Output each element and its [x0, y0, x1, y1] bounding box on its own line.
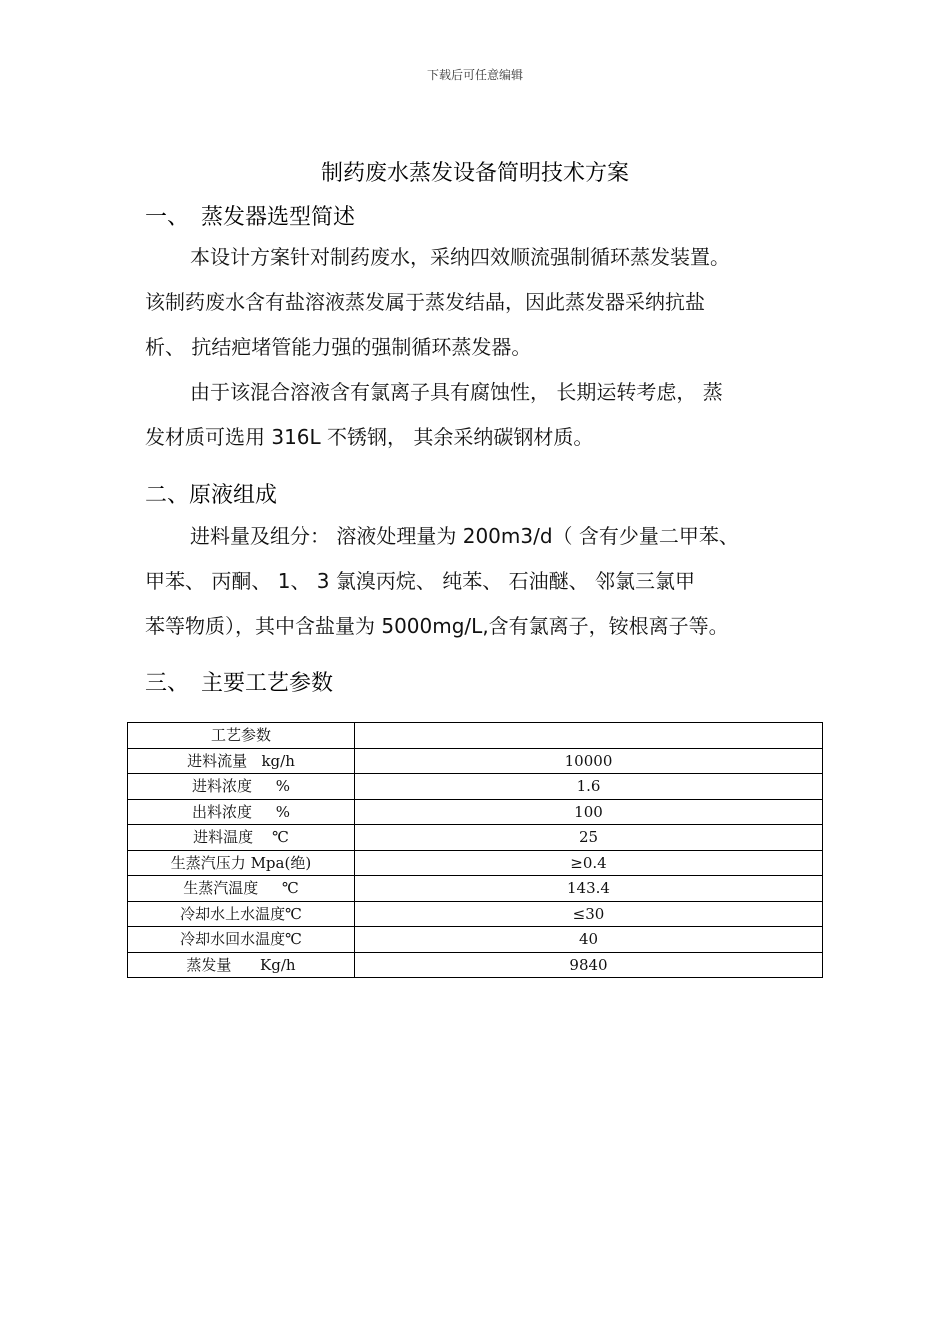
- parameter-name: 蒸发量 Kg/h: [128, 952, 355, 978]
- section-1-heading: [145, 200, 355, 231]
- table-row: [128, 901, 823, 927]
- parameter-value: 100: [355, 799, 823, 825]
- parameter-name: 进料温度 ℃: [128, 825, 355, 851]
- section-1-paragraph-1: [145, 235, 825, 370]
- parameter-name: 生蒸汽压力 Mpa(绝): [128, 850, 355, 876]
- table-row: [128, 825, 823, 851]
- section-2-paragraph: [145, 514, 825, 649]
- section-3-number: 三、: [145, 671, 190, 696]
- parameter-value: 143.4: [355, 876, 823, 902]
- paragraph-line: 甲苯、 丙酮、 1、 3 氯溴丙烷、 纯苯、 石油醚、 邻氯三氯甲: [145, 569, 695, 593]
- paragraph-line: 发材质可选用 316L 不锈钢， 其余采纳碳钢材质。: [145, 425, 594, 449]
- paragraph-line: 本设计方案针对制药废水，采纳四效顺流强制循环蒸发装置。: [190, 245, 730, 269]
- section-3-title: 主要工艺参数: [201, 671, 334, 696]
- table-row: [128, 876, 823, 902]
- paragraph-line: 进料量及组分： 溶液处理量为 200m3/d（ 含有少量二甲苯、: [190, 524, 739, 548]
- table-row: [128, 952, 823, 978]
- paragraph-line: 该制药废水含有盐溶液蒸发属于蒸发结晶，因此蒸发器采纳抗盐: [145, 290, 705, 314]
- table-row: [128, 850, 823, 876]
- table-row: [128, 927, 823, 953]
- table-header-row: [128, 723, 823, 749]
- parameter-value: 40: [355, 927, 823, 953]
- parameter-name: 出料浓度 %: [128, 799, 355, 825]
- parameter-name: 进料流量 kg/h: [128, 748, 355, 774]
- paragraph-line: 由于该混合溶液含有氯离子具有腐蚀性， 长期运转考虑， 蒸: [190, 380, 723, 404]
- parameter-name: 进料浓度 %: [128, 774, 355, 800]
- section-2-heading: 二、原液组成: [145, 483, 278, 508]
- parameter-name: 冷却水回水温度℃: [128, 927, 355, 953]
- parameter-name: 冷却水上水温度℃: [128, 901, 355, 927]
- section-1-title: 蒸发器选型简述: [201, 205, 356, 230]
- paragraph-line: 苯等物质），其中含盐量为 5000mg/L,含有氯离子，铵根离子等。: [145, 614, 729, 638]
- parameter-value: 10000: [355, 748, 823, 774]
- table-row: [128, 748, 823, 774]
- table-row: [128, 799, 823, 825]
- section-3-heading: [145, 666, 333, 697]
- section-1-number: 一、: [145, 205, 190, 230]
- paragraph-line: 析、 抗结疤堵管能力强的强制循环蒸发器。: [145, 335, 532, 359]
- parameter-value: 1.6: [355, 774, 823, 800]
- parameter-value: ≥0.4: [355, 850, 823, 876]
- table-header-cell: 工艺参数: [128, 723, 355, 749]
- parameter-value: ≤30: [355, 901, 823, 927]
- document-title: 制药废水蒸发设备简明技术方案: [320, 161, 629, 186]
- process-parameters-table: [127, 722, 823, 978]
- table-header-cell: [355, 723, 823, 749]
- header-note: 下载后可任意编辑: [426, 68, 523, 82]
- parameter-name: 生蒸汽温度 ℃: [128, 876, 355, 902]
- parameter-value: 9840: [355, 952, 823, 978]
- parameter-value: 25: [355, 825, 823, 851]
- table-row: [128, 774, 823, 800]
- section-1-paragraph-2: [145, 370, 825, 460]
